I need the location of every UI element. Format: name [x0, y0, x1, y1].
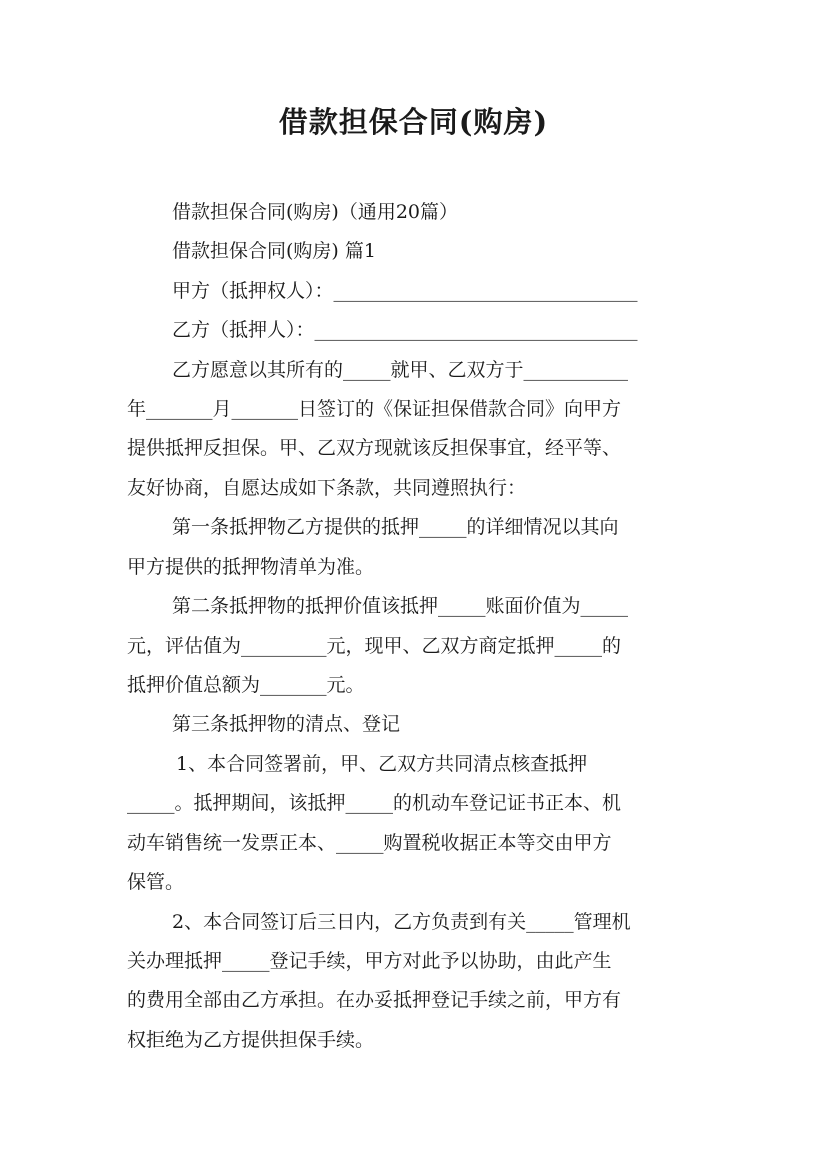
document-title: 借款担保合同(购房) — [278, 105, 549, 139]
paragraph-line: 提供抵押反担保。甲、乙双方现就该反担保事宜，经平等、 — [127, 437, 622, 459]
party-a-line: 甲方（抵押权人）：________________________________ — [172, 280, 638, 302]
clause-line: 第一条抵押物乙方提供的抵押_____的详细情况以其向 — [172, 516, 619, 538]
party-b-line: 乙方（抵押人）：__________________________________ — [172, 319, 638, 341]
clause-line: 第二条抵押物的抵押价值该抵押_____账面价值为_____ — [172, 595, 629, 617]
clause-line: 保管。 — [127, 871, 185, 893]
clause-line: 2、本合同签订后三日内，乙方负责到有关_____管理机 — [172, 911, 631, 933]
clause-line: 的费用全部由乙方承担。在办妥抵押登记手续之前，甲方有 — [127, 989, 622, 1011]
clause-line: 动车销售统一发票正本、_____购置税收据正本等交由甲方 — [127, 832, 612, 854]
paragraph-line: 乙方愿意以其所有的_____就甲、乙双方于___________ — [172, 359, 629, 381]
clause-line: 权拒绝为乙方提供担保手续。 — [127, 1029, 375, 1051]
section-heading: 借款担保合同(购房) 篇1 — [172, 240, 376, 262]
paragraph-line: 年_______月_______日签订的《保证担保借款合同》向甲方 — [127, 398, 622, 420]
clause-line: 元，评估值为_________元，现甲、乙双方商定抵押_____的 — [127, 635, 622, 657]
clause-heading: 第三条抵押物的清点、登记 — [172, 713, 401, 735]
clause-line: 1、本合同签署前，甲、乙双方共同清点核查抵押 — [176, 753, 588, 775]
clause-line: 关办理抵押_____登记手续，甲方对此予以协助，由此产生 — [127, 950, 612, 972]
clause-line: _____。抵押期间，该抵押_____的机动车登记证书正本、机 — [127, 792, 622, 814]
subtitle-line: 借款担保合同(购房)（通用20篇） — [172, 201, 459, 223]
paragraph-line: 友好协商，自愿达成如下条款，共同遵照执行： — [127, 477, 527, 499]
clause-line: 抵押价值总额为_______元。 — [127, 674, 365, 696]
clause-line: 甲方提供的抵押物清单为准。 — [127, 556, 375, 578]
